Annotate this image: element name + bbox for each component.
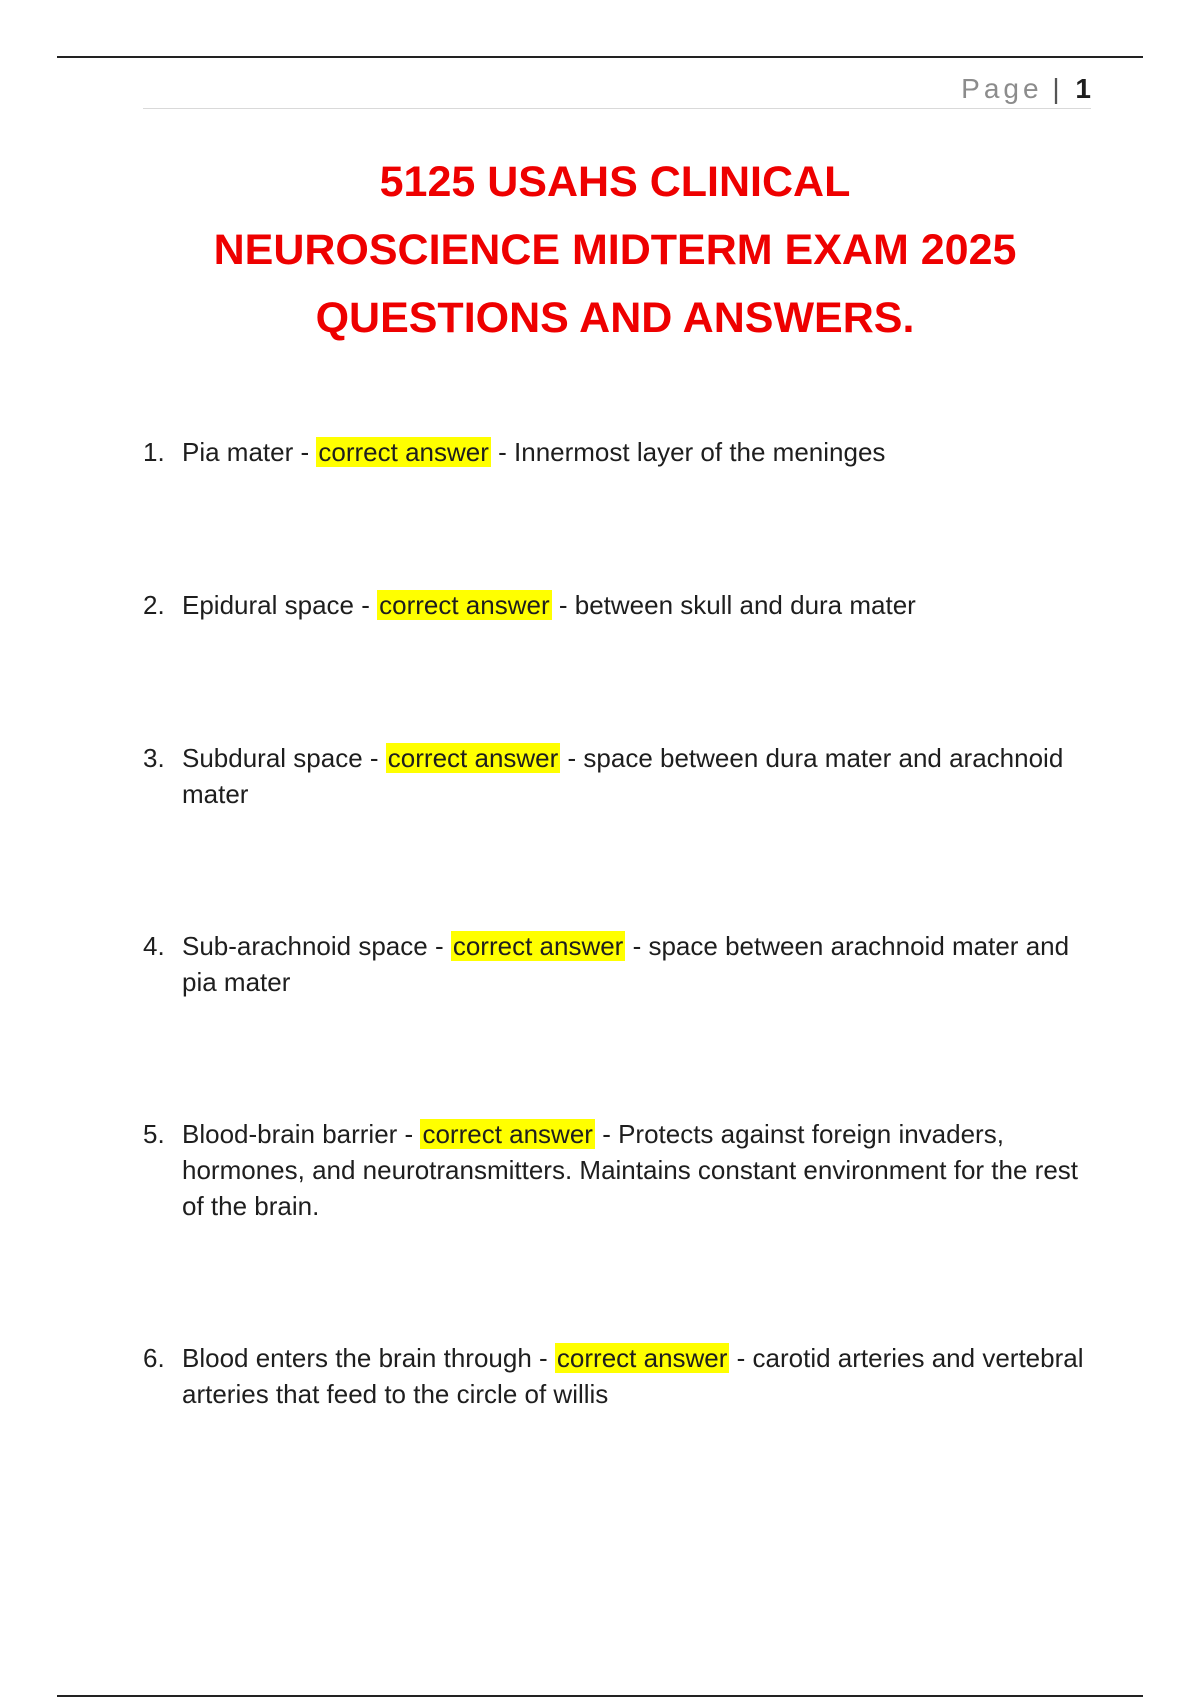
- item-text: [182, 587, 1093, 623]
- item-term: Pia mater -: [182, 437, 310, 467]
- correct-answer-highlight: correct answer: [379, 590, 550, 620]
- item-term: Blood-brain barrier -: [182, 1119, 414, 1149]
- item-number: 5.: [143, 1119, 165, 1149]
- item-number: 1.: [143, 437, 165, 467]
- title-line-3: QUESTIONS AND ANSWERS.: [315, 294, 915, 342]
- page-label: Page: [961, 73, 1043, 104]
- item-answer: - Innermost layer of the meninges: [498, 437, 886, 467]
- item-text: [182, 740, 1093, 812]
- item-text: [182, 1116, 1093, 1224]
- item-number: 6.: [143, 1343, 165, 1373]
- qa-item-4: [143, 928, 1093, 1000]
- page-header: [143, 70, 1091, 109]
- qa-item-1: [143, 434, 1093, 470]
- bottom-rule: [57, 1695, 1143, 1697]
- item-text: [182, 434, 1093, 470]
- correct-answer-highlight: correct answer: [318, 437, 489, 467]
- item-term: Blood enters the brain through -: [182, 1343, 548, 1373]
- item-term: Epidural space -: [182, 590, 370, 620]
- correct-answer-highlight: correct answer: [422, 1119, 593, 1149]
- item-answer: - Protects against foreign invaders, hormones, and neurotransmitters. Maintains constant environment for the rest of the brain.: [182, 1119, 1078, 1221]
- item-number: 4.: [143, 931, 165, 961]
- item-answer: - between skull and dura mater: [558, 590, 916, 620]
- document-title: [110, 148, 1120, 352]
- item-answer: - carotid arteries and vertebral arteries that feed to the circle of willis: [182, 1343, 1084, 1409]
- qa-item-5: [143, 1116, 1093, 1224]
- item-text: [182, 928, 1093, 1000]
- item-number: 2.: [143, 590, 165, 620]
- qa-item-2: [143, 587, 1093, 623]
- item-number: 3.: [143, 743, 165, 773]
- correct-answer-highlight: correct answer: [556, 1343, 728, 1373]
- item-text: [182, 1340, 1093, 1412]
- item-term: Subdural space -: [182, 743, 379, 773]
- page-separator: |: [1052, 73, 1060, 104]
- correct-answer-highlight: correct answer: [452, 931, 624, 961]
- page-number: 1: [1075, 73, 1091, 104]
- item-answer: - space between dura mater and arachnoid mater: [182, 743, 1064, 809]
- title-line-1: 5125 USAHS CLINICAL: [379, 158, 851, 206]
- item-term: Sub-arachnoid space -: [182, 931, 444, 961]
- title-line-2: NEUROSCIENCE MIDTERM EXAM 2025: [213, 226, 1017, 274]
- top-rule: [57, 56, 1143, 58]
- qa-item-3: [143, 740, 1093, 812]
- qa-item-6: [143, 1340, 1093, 1412]
- item-answer: - space between arachnoid mater and pia mater: [182, 931, 1070, 997]
- correct-answer-highlight: correct answer: [387, 743, 559, 773]
